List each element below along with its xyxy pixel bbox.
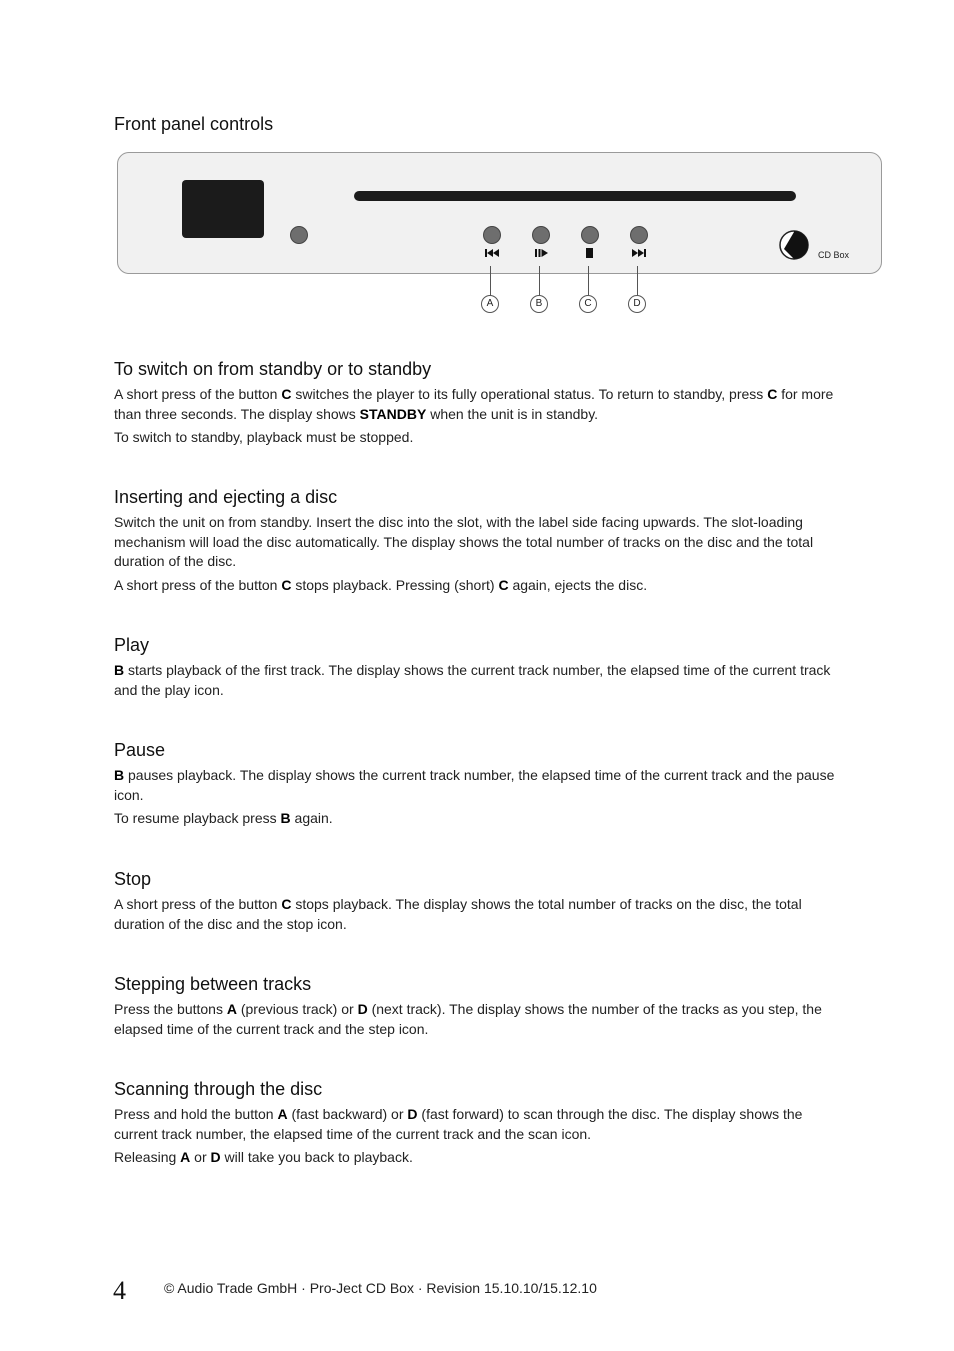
button-reference: D [407, 1106, 418, 1122]
callout-c: C [579, 295, 597, 313]
button-c [581, 226, 599, 244]
button-reference: B [280, 810, 291, 826]
front-panel-illustration [117, 152, 882, 274]
paragraph [114, 766, 842, 805]
button-reference: A [277, 1106, 288, 1122]
button-b [532, 226, 550, 244]
button-reference: C [281, 576, 292, 593]
text-run: when the unit is in standby. [426, 405, 599, 422]
text-run: A short press of the button [114, 896, 282, 912]
button-reference: B [114, 767, 125, 783]
text-run: Press the buttons [114, 1001, 227, 1017]
inserting-section [114, 513, 842, 599]
standby-section-heading: To switch on from standby or to standby [114, 359, 432, 379]
paragraph [114, 1000, 842, 1039]
paragraph [114, 1105, 842, 1144]
button-reference: C [281, 896, 292, 912]
callout-a: A [481, 295, 499, 313]
text-run: Press and hold the button [114, 1106, 278, 1122]
text-run: A short press of the button [114, 386, 282, 402]
stop-section [114, 895, 842, 938]
paragraph [114, 1148, 842, 1168]
stop-section-heading: Stop [114, 869, 152, 889]
text-run: again, ejects the disc. [508, 576, 648, 593]
panel-model-label: CD Box [818, 250, 850, 260]
callout-b: B [530, 295, 548, 313]
button-reference: C [281, 386, 292, 402]
button-reference: B [114, 662, 125, 678]
text-run: To switch to standby, playback must be stopped. [114, 429, 414, 445]
standby-led [290, 226, 308, 244]
paragraph [114, 428, 842, 448]
pause-section-heading: Pause [114, 740, 166, 760]
button-reference: C [767, 386, 778, 402]
paragraph [114, 661, 842, 700]
text-run: or [190, 1149, 211, 1165]
callout-line-a [490, 266, 491, 296]
button-d [630, 226, 648, 244]
display-window [182, 180, 264, 238]
footer-text: © Audio Trade GmbH · Pro-Ject CD Box · Revision 15.10.10/15.12.10 [164, 1280, 597, 1296]
disc-slot [354, 191, 796, 201]
project-logo-icon [778, 229, 810, 261]
paragraph [114, 809, 842, 829]
button-reference: C [498, 576, 509, 593]
text-run: Releasing [114, 1149, 181, 1165]
text-run: Switch the unit on from standby. Insert the disc into the slot, with the label side facing upwards. The slot-loading mechanism will load the disc automatically. The display shows the total number of tracks on the disc and the total duration of the disc. [114, 514, 814, 569]
paragraph [114, 385, 842, 424]
text-run: will take you back to playback. [220, 1149, 413, 1165]
stepping-section-heading: Stepping between tracks [114, 974, 312, 994]
button-reference: D [357, 1001, 368, 1017]
play-section [114, 661, 842, 704]
callout-line-d [637, 266, 638, 296]
paragraph [114, 513, 842, 572]
callout-d: D [628, 295, 646, 313]
text-run: (fast forward) to scan through the disc. The display shows the current track number, the elapsed time of the current track and the scan icon. [114, 1106, 803, 1142]
text-run: stops playback. The display shows the total number of tracks on the disc, the total duration of the disc and the stop icon. [114, 896, 802, 932]
pause-section [114, 766, 842, 833]
scanning-section [114, 1105, 842, 1172]
scanning-section-heading: Scanning through the disc [114, 1079, 323, 1099]
text-run: (fast backward) or [287, 1106, 408, 1122]
button-reference: A [180, 1149, 191, 1165]
stop-icon [580, 247, 600, 259]
button-reference: STANDBY [359, 405, 427, 422]
text-run: again. [290, 810, 333, 826]
inserting-section-heading: Inserting and ejecting a disc [114, 487, 338, 507]
text-run: starts playback of the first track. The display shows the current track number, the elapsed time of the current track and the play icon. [114, 662, 831, 698]
standby-section [114, 385, 842, 452]
text-run: To resume playback press [114, 810, 281, 826]
text-run: switches the player to its fully operational status. To return to standby, press [291, 386, 768, 402]
text-run: for more than three seconds. The display shows [114, 386, 834, 422]
text-run: pauses playback. The display shows the current track number, the elapsed time of the current track and the pause icon. [114, 767, 835, 803]
stepping-section [114, 1000, 842, 1043]
front-panel-heading: Front panel controls [114, 114, 274, 134]
page-number: 4 [113, 1276, 126, 1305]
callout-line-c [588, 266, 589, 296]
text-run: (next track). The display shows the number of the tracks as you step, the elapsed time of the current track and the step icon. [114, 1001, 822, 1037]
paragraph [114, 895, 842, 934]
paragraph [114, 576, 842, 596]
callout-line-b [539, 266, 540, 296]
button-reference: A [226, 1001, 237, 1017]
play-section-heading: Play [114, 635, 150, 655]
skip-back-icon [482, 247, 502, 259]
text-run: (previous track) or [236, 1001, 358, 1017]
button-a [483, 226, 501, 244]
button-reference: D [210, 1149, 221, 1165]
play-pause-icon [531, 247, 551, 259]
text-run: A short press of the button [114, 576, 282, 593]
text-run: stops playback. Pressing (short) [291, 576, 499, 593]
skip-forward-icon [629, 247, 649, 259]
